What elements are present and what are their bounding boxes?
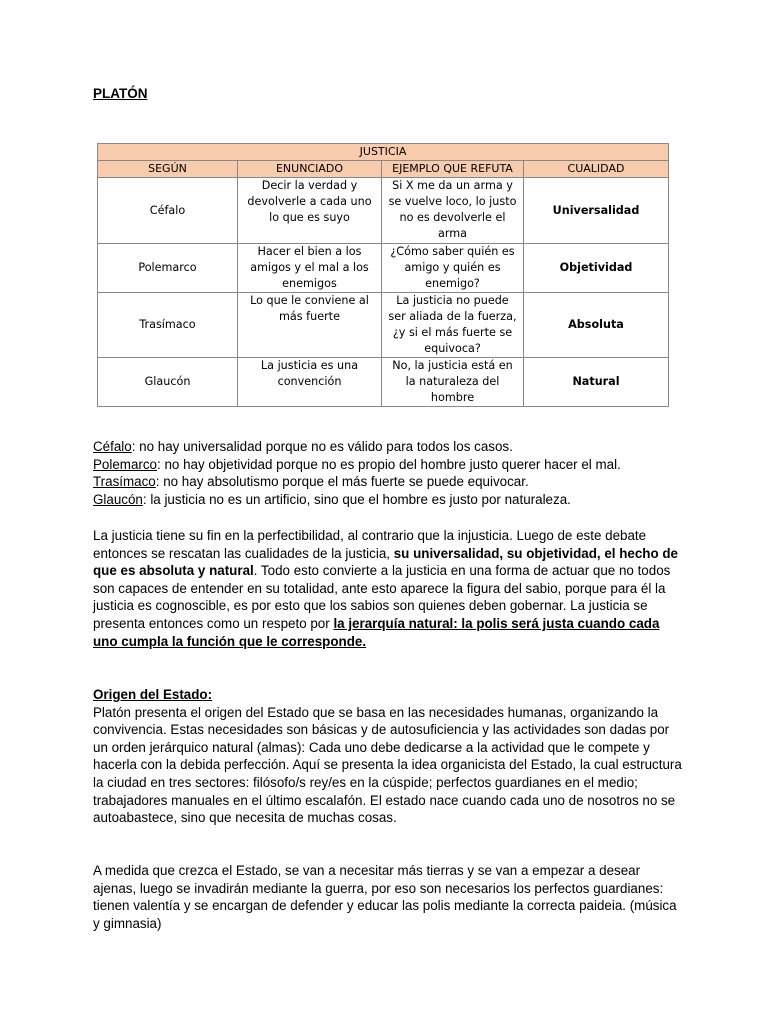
- header-ejemplo: EJEMPLO QUE REFUTA: [382, 161, 524, 178]
- cell-cualidad: Universalidad: [524, 178, 669, 244]
- note-line: [93, 491, 683, 509]
- justicia-paragraph: [93, 527, 683, 650]
- paragraph-bold-underlined: la jerarquía natural: la polis será justa cuando cada uno cumpla la función que le corresponde.: [93, 615, 660, 649]
- table-header-row: [98, 161, 669, 178]
- note-line: [93, 473, 683, 491]
- cell-cualidad: Natural: [524, 358, 669, 407]
- section-heading: Origen del Estado:: [93, 687, 213, 702]
- table-row: [98, 178, 669, 244]
- cell-segun: Céfalo: [98, 178, 238, 244]
- cell-enunciado: Lo que le conviene al más fuerte: [238, 293, 382, 358]
- note-text: : no hay universalidad porque no es válido para todos los casos.: [131, 439, 513, 454]
- cell-segun: Trasímaco: [98, 293, 238, 358]
- table-caption-row: [98, 144, 669, 161]
- cell-segun: Glaucón: [98, 358, 238, 407]
- cell-enunciado: La justicia es una convención: [238, 358, 382, 407]
- note-name: Céfalo: [93, 439, 132, 454]
- note-name: Polemarco: [93, 456, 158, 472]
- note-line: [93, 456, 683, 474]
- table-row: [98, 293, 669, 358]
- cell-ejemplo: La justicia no puede ser aliada de la fuerza, ¿y si el más fuerte se equivoca?: [382, 293, 524, 358]
- header-enunciado: ENUNCIADO: [238, 161, 382, 178]
- note-name: Trasímaco: [93, 474, 156, 490]
- note-text: : la justicia no es un artificio, sino que el hombre es justo por naturaleza.: [142, 491, 571, 507]
- header-cualidad: CUALIDAD: [524, 161, 669, 178]
- paragraph-text: . Todo esto convierte a la justicia en una forma de actuar que no todos son capaces de entender en su totalidad, ante esto aparece la figura del sabio, porque para él la justicia es cognoscible, es por esto que los sabios son quienes deben gobernar. La justicia se presenta entonces como un respeto por: [93, 563, 671, 631]
- header-segun: SEGÚN: [98, 161, 238, 178]
- cell-ejemplo: ¿Cómo saber quién es amigo y quién es enemigo?: [382, 244, 524, 293]
- notes-block: [93, 438, 683, 508]
- table-caption: JUSTICIA: [98, 144, 669, 161]
- note-line: [93, 438, 683, 456]
- justicia-table: [97, 143, 669, 407]
- note-text: : no hay objetividad porque no es propio del hombre justo querer hacer el mal.: [157, 456, 621, 472]
- paragraph-bold: su universalidad, su objetividad, el hecho de que es absoluta y natural: [93, 545, 678, 579]
- cell-cualidad: Objetividad: [524, 244, 669, 293]
- cell-enunciado: Hacer el bien a los amigos y el mal a los enemigos: [238, 244, 382, 293]
- origen-section: [93, 686, 683, 827]
- cell-ejemplo: No, la justicia está en la naturaleza del hombre: [382, 358, 524, 407]
- note-name: Glaucón: [93, 491, 143, 507]
- cell-enunciado: Decir la verdad y devolverle a cada uno lo que es suyo: [238, 178, 382, 244]
- cell-cualidad: Absoluta: [524, 293, 669, 358]
- section-text: Platón presenta el origen del Estado que se basa en las necesidades humanas, organizando la convivencia. Estas necesidades son básicas y de autosuficiencia y las actividades son dadas por un orden jerárquico natural (almas): Cada uno debe dedicarse a la actividad que le compete y hacerla con la debida perfección. Aquí se presenta la idea organicista del Estado, la cual estructura la ciudad en tres sectores: filósofo/s rey/es en la cúspide; perfectos guardianes en el medio; trabajadores manuales en el último escalafón. El estado nace cuando cada uno de nosotros no se autoabastece, sino que necesita de muchas cosas.: [93, 704, 682, 826]
- page-title: PLATÓN: [93, 86, 148, 101]
- cell-ejemplo: Si X me da un arma y se vuelve loco, lo justo no es devolverle el arma: [382, 178, 524, 244]
- paragraph-text: La justicia tiene su fin en la perfectibilidad, al contrario que la injusticia. Luego de este debate entonces se rescatan las cualidades de la justicia,: [93, 528, 647, 561]
- table-row: [98, 358, 669, 407]
- table-row: [98, 244, 669, 293]
- cell-segun: Polemarco: [98, 244, 238, 293]
- note-text: : no hay absolutismo porque el más fuerte se puede equivocar.: [155, 474, 529, 490]
- estado-paragraph: A medida que crezca el Estado, se van a necesitar más tierras y se van a empezar a desear ajenas, luego se invadirán mediante la guerra, por eso son necesarios los perfectos guardianes: tienen valentía y se encargan de defender y educar las polis mediante la correcta paideia. (música y gimnasia): [93, 863, 677, 931]
